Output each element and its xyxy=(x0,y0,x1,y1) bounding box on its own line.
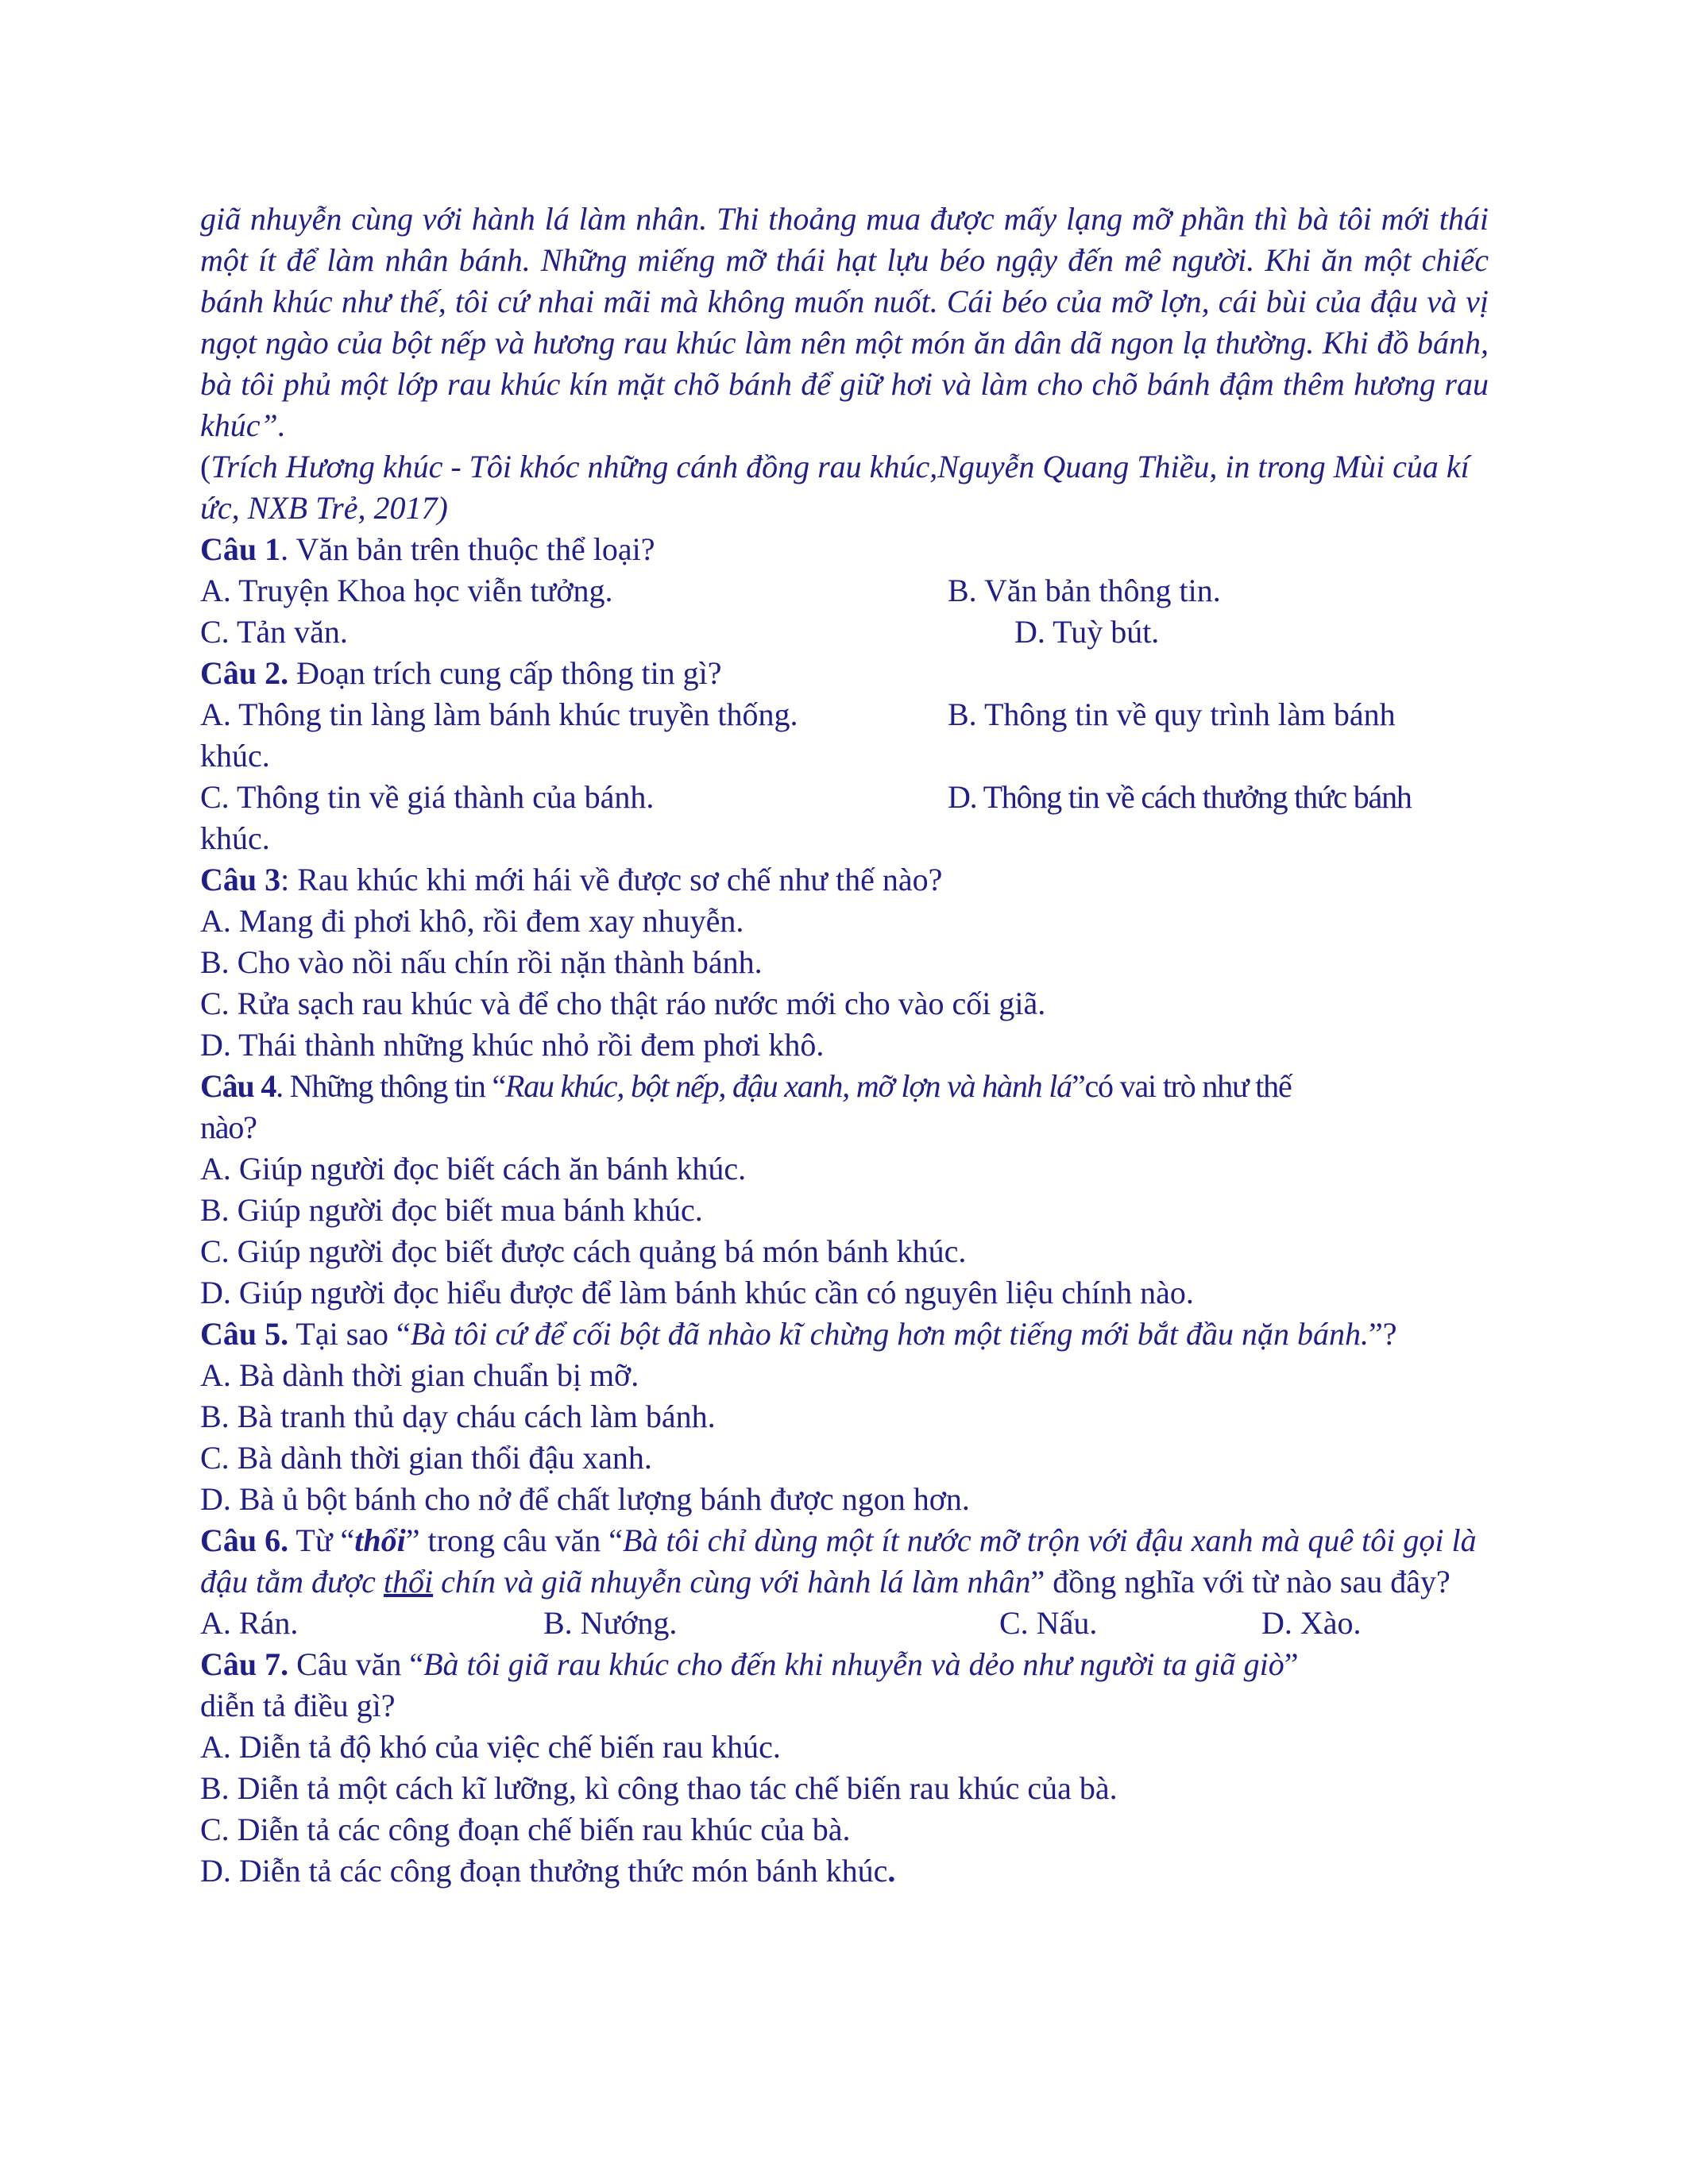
question-4-quote: Rau khúc, bột nếp, đậu xanh, mỡ lợn và hành lá xyxy=(505,1068,1072,1104)
source-open-paren: ( xyxy=(200,449,211,484)
question-2-options-row-2 xyxy=(200,777,1489,818)
question-4-option-d: D. Giúp người đọc hiểu được để làm bánh khúc cần có nguyên liệu chính nào. xyxy=(200,1275,1194,1310)
question-7-option-d-period: . xyxy=(887,1853,896,1889)
question-1-option-c: C. Tản văn. xyxy=(200,614,348,650)
passage-source xyxy=(200,446,1489,529)
question-5-label: Câu 5. xyxy=(200,1316,289,1352)
question-6-option-d: D. Xào. xyxy=(1261,1605,1362,1641)
question-2-options-row-1 xyxy=(200,694,1489,735)
question-1-option-a: A. Truyện Khoa học viễn tưởng. xyxy=(200,573,613,608)
question-4-option-c: C. Giúp người đọc biết được cách quảng bá món bánh khúc. xyxy=(200,1233,967,1269)
question-5-option-a: A. Bà dành thời gian chuẩn bị mỡ. xyxy=(200,1357,639,1393)
question-3-option-d: D. Thái thành những khúc nhỏ rồi đem phơi khô. xyxy=(200,1027,825,1063)
question-1-option-b: B. Văn bản thông tin. xyxy=(948,573,1221,608)
question-1-options-row-2 xyxy=(200,612,1489,653)
question-4-label: Câu 4 xyxy=(200,1068,276,1104)
passage-text: giã nhuyễn cùng với hành lá làm nhân. Thi thoảng mua được mấy lạng mỡ phần thì bà tôi mới thái một ít để làm nhân bánh. Những miếng mỡ thái hạt lựu béo ngậy đến mê người. Khi ăn một chiếc bánh khúc như thế, tôi cứ nhai mãi mà không muốn nuốt. Cái béo của mỡ lợn, cái bùi của đậu và vị ngọt ngào của bột nếp và hương rau khúc làm nên một món ăn dân dã ngon lạ thường. Khi đồ bánh, bà tôi phủ một lớp rau khúc kín mặt chõ bánh để giữ hơi và làm cho chõ bánh đậm thêm hương rau khúc”. xyxy=(200,201,1489,443)
question-1-option-d: D. Tuỳ bút. xyxy=(1014,614,1160,650)
question-5-text-post: ”? xyxy=(1369,1316,1397,1352)
document-page xyxy=(200,199,1489,1892)
question-3-option-b: B. Cho vào nồi nấu chín rồi nặn thành bánh. xyxy=(200,944,763,980)
question-5-quote: Bà tôi cứ để cối bột đã nhào kĩ chừng hơn một tiếng mới bắt đầu nặn bánh. xyxy=(410,1316,1369,1352)
question-5-option-c: C. Bà dành thời gian thổi đậu xanh. xyxy=(200,1440,652,1476)
question-3-label: Câu 3 xyxy=(200,862,281,897)
question-5-text-pre: Tại sao “ xyxy=(288,1316,411,1352)
question-5-option-b: B. Bà tranh thủ dạy cháu cách làm bánh. xyxy=(200,1399,716,1434)
question-7-option-b: B. Diễn tả một cách kĩ lưỡng, kì công thao tác chế biến rau khúc của bà. xyxy=(200,1770,1118,1806)
question-7-text-post: ” xyxy=(1284,1646,1299,1682)
question-1-text: . Văn bản trên thuộc thể loại? xyxy=(280,531,655,567)
question-7-option-c: C. Diễn tả các công đoạn chế biến rau khúc của bà. xyxy=(200,1812,851,1847)
question-2-label: Câu 2. xyxy=(200,655,289,691)
question-3 xyxy=(200,859,1489,901)
passage-excerpt xyxy=(200,199,1489,446)
question-6-text-mid: ” trong câu văn “ xyxy=(405,1522,623,1558)
question-7 xyxy=(200,1644,1489,1727)
question-6-quote-part-2: chín và giã nhuyễn cùng với hành lá làm nhân xyxy=(433,1564,1031,1599)
question-4-option-b: B. Giúp người đọc biết mua bánh khúc. xyxy=(200,1192,703,1228)
question-2-option-b-continued: khúc. xyxy=(200,738,270,774)
question-7-option-d-text: D. Diễn tả các công đoạn thưởng thức món bánh khúc xyxy=(200,1853,888,1889)
question-3-option-a: A. Mang đi phơi khô, rồi đem xay nhuyễn. xyxy=(200,903,744,939)
question-5-option-d: D. Bà ủ bột bánh cho nở để chất lượng bánh được ngon hơn. xyxy=(200,1481,970,1517)
question-3-option-c: C. Rửa sạch rau khúc và để cho thật ráo nước mới cho vào cối giã. xyxy=(200,986,1046,1021)
question-6-option-c: C. Nấu. xyxy=(999,1605,1098,1641)
question-4 xyxy=(200,1066,1489,1148)
question-2 xyxy=(200,653,1489,694)
question-6-text-pre: Từ “ xyxy=(288,1522,355,1558)
question-7-option-d xyxy=(200,1850,1489,1892)
question-7-quote: Bà tôi giã rau khúc cho đến khi nhuyễn và dẻo như người ta giã giò xyxy=(423,1646,1284,1682)
question-2-option-d-continued: khúc. xyxy=(200,820,270,856)
question-3-text: : Rau khúc khi mới hái về được sơ chế như thế nào? xyxy=(280,862,943,897)
question-2-option-c: C. Thông tin về giá thành của bánh. xyxy=(200,779,655,815)
question-6 xyxy=(200,1520,1489,1603)
question-7-text-continued: diễn tả điều gì? xyxy=(200,1688,396,1723)
question-2-option-b: B. Thông tin về quy trình làm bánh xyxy=(948,696,1396,732)
question-1-options-row-1 xyxy=(200,570,1489,612)
question-1 xyxy=(200,529,1489,570)
question-4-option-a: A. Giúp người đọc biết cách ăn bánh khúc. xyxy=(200,1151,747,1187)
question-6-option-a: A. Rán. xyxy=(200,1605,299,1641)
question-1-label: Câu 1 xyxy=(200,531,281,567)
source-citation: Trích Hương khúc - Tôi khóc những cánh đồng rau khúc,Nguyễn Quang Thiều, in trong Mùi của kí ức, NXB Trẻ, 2017) xyxy=(200,449,1470,526)
question-4-text-pre: . Những thông tin “ xyxy=(276,1068,506,1104)
question-2-option-a: A. Thông tin làng làm bánh khúc truyền thống. xyxy=(200,696,798,732)
question-4-text-post: ”có vai trò như thế xyxy=(1071,1068,1292,1104)
question-7-text-pre: Câu văn “ xyxy=(288,1646,424,1682)
question-6-options-row xyxy=(200,1603,1489,1644)
question-7-option-a: A. Diễn tả độ khó của việc chế biến rau khúc. xyxy=(200,1729,781,1765)
question-4-text-continued: nào? xyxy=(200,1109,257,1145)
question-5 xyxy=(200,1314,1489,1355)
question-6-quote-underlined-word: thổi xyxy=(383,1564,434,1599)
question-6-word: thổi xyxy=(354,1522,406,1558)
question-6-text-post: ” đồng nghĩa với từ nào sau đây? xyxy=(1030,1564,1450,1599)
question-2-option-d: D. Thông tin về cách thưởng thức bánh xyxy=(948,779,1412,815)
question-6-label: Câu 6. xyxy=(200,1522,289,1558)
question-2-text: Đoạn trích cung cấp thông tin gì? xyxy=(288,655,722,691)
question-6-option-b: B. Nướng. xyxy=(543,1605,678,1641)
question-6-quote-part-1: Bà tôi chỉ dùng một ít nước mỡ trộn với đậu xanh mà quê tôi gọi là đậu tằm được xyxy=(200,1522,1477,1599)
question-7-label: Câu 7. xyxy=(200,1646,289,1682)
